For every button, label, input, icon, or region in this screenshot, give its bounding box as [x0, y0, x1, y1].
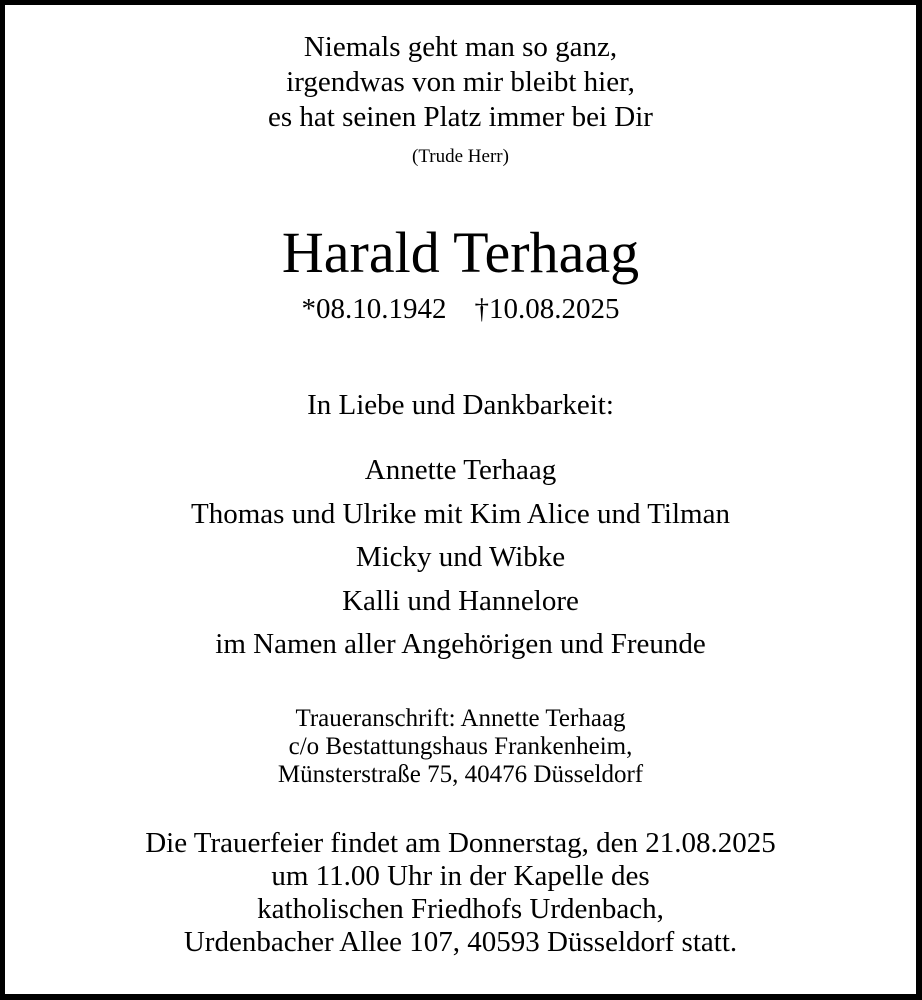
quote-line: es hat seinen Platz immer bei Dir	[268, 101, 653, 133]
mourner-line: Thomas und Ulrike mit Kim Alice und Tilman	[191, 498, 730, 530]
address-line: Traueranschrift: Annette Terhaag	[295, 705, 626, 732]
address-line: c/o Bestattungshaus Frankenheim,	[288, 733, 633, 760]
service-line: Urdenbacher Allee 107, 40593 Düsseldorf statt.	[183, 926, 738, 958]
quote-line: Niemals geht man so ganz,	[303, 31, 618, 63]
service-line: Die Trauerfeier findet am Donnerstag, den 21.08.2025	[145, 827, 776, 859]
address-line: Münsterstraße 75, 40476 Düsseldorf	[277, 761, 644, 788]
life-dates	[5, 293, 916, 326]
service-line: um 11.00 Uhr in der Kapelle des	[271, 860, 650, 892]
mourner-line: im Namen aller Angehörigen und Freunde	[215, 628, 706, 660]
mourner-line: Kalli und Hannelore	[342, 585, 579, 617]
quote-line: irgendwas von mir bleibt hier,	[286, 66, 635, 98]
mourner-line: Annette Terhaag	[364, 454, 557, 486]
birth-date: *08.10.1942	[301, 293, 447, 325]
mourner-line: Micky und Wibke	[355, 541, 566, 573]
dedication: In Liebe und Dankbarkeit:	[307, 389, 614, 421]
service-line: katholischen Friedhofs Urdenbach,	[257, 893, 664, 925]
quote-author: (Trude Herr)	[412, 146, 509, 167]
death-date: †10.08.2025	[474, 293, 620, 325]
deceased-name: Harald Terhaag	[281, 220, 640, 285]
